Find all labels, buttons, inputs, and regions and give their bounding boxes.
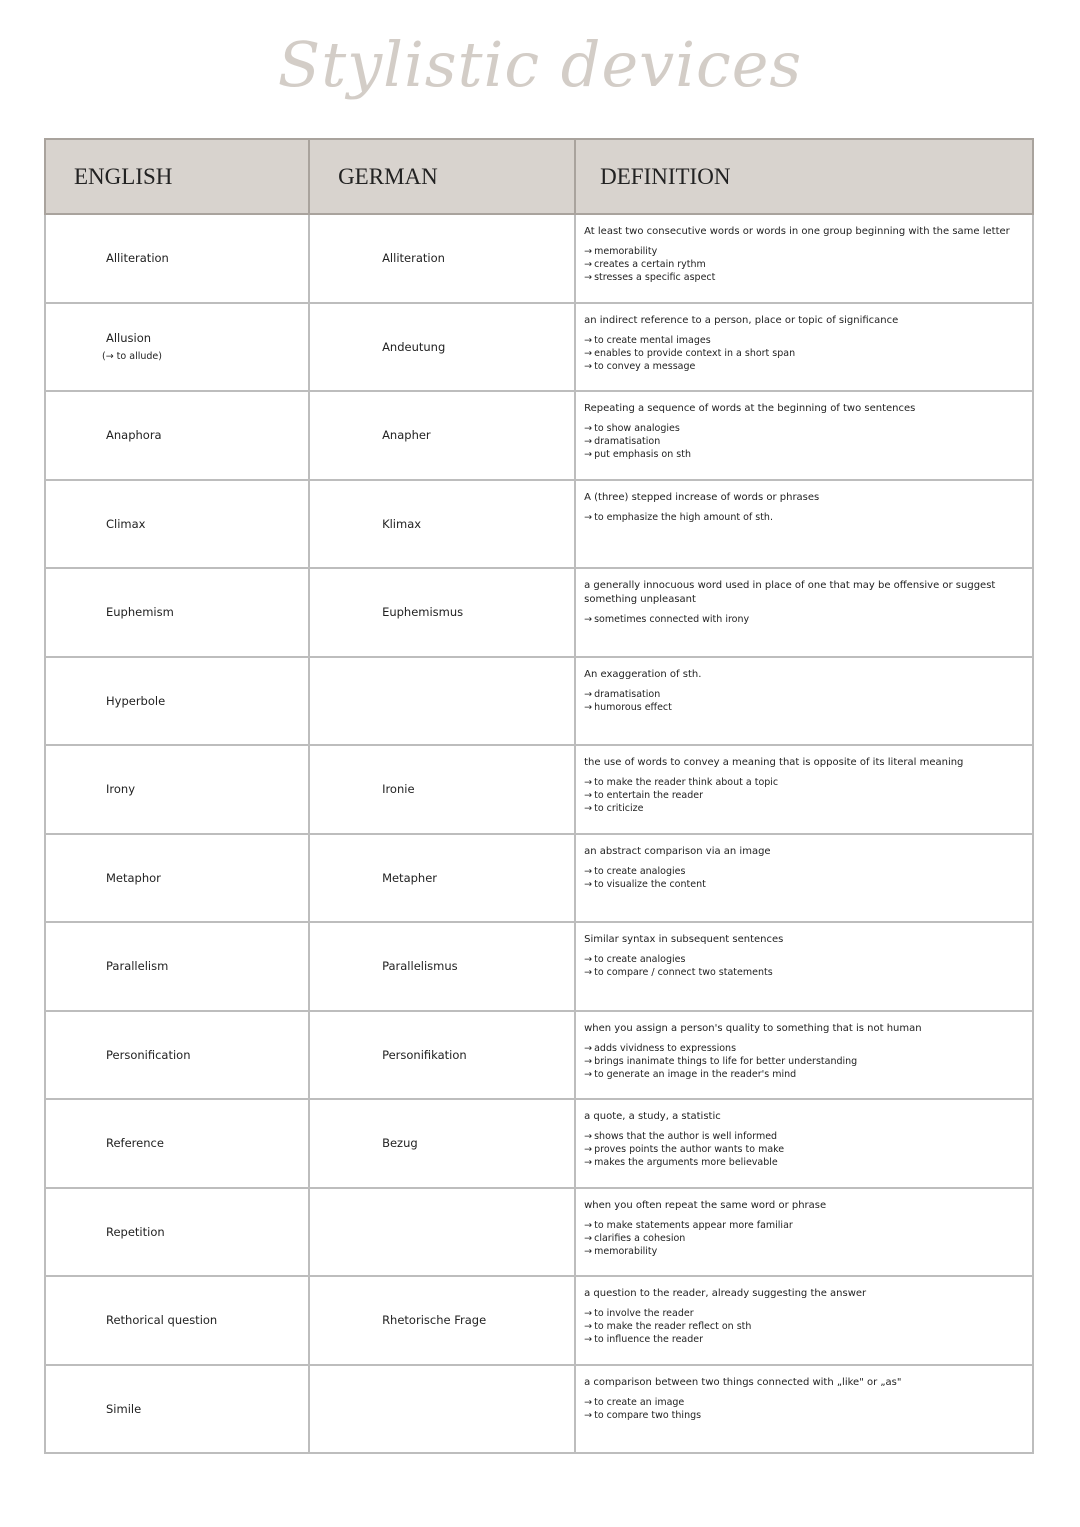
table-row xyxy=(45,568,1033,657)
german-term-cell xyxy=(309,1188,575,1277)
english-term: Allusion xyxy=(106,331,152,346)
german-term-cell xyxy=(309,834,575,923)
definition-cell xyxy=(575,1011,1033,1100)
table-row xyxy=(45,303,1033,392)
english-term-cell xyxy=(45,745,309,834)
effect-item: → to generate an image in the reader's mind xyxy=(584,1068,1026,1081)
effect-item: → enables to provide context in a short span xyxy=(584,347,1026,360)
definition-text: the use of words to convey a meaning that is opposite of its literal meaning xyxy=(584,757,964,768)
effect-item: → creates a certain rythm xyxy=(584,258,1026,271)
effects-list xyxy=(584,1219,1026,1258)
table-row xyxy=(45,1099,1033,1188)
effect-item: → put emphasis on sth xyxy=(584,448,1026,461)
table-header xyxy=(45,139,1033,214)
effect-item: → adds vividness to expressions xyxy=(584,1042,1026,1055)
definition-cell xyxy=(575,568,1033,657)
effect-item: → to make the reader think about a topic xyxy=(584,776,1026,789)
effect-item: → to show analogies xyxy=(584,422,1026,435)
effect-item: → to influence the reader xyxy=(584,1333,1026,1346)
definition-text: At least two consecutive words or words in one group beginning with the same letter xyxy=(584,226,1010,237)
header-english: ENGLISH xyxy=(45,139,309,214)
german-term-cell xyxy=(309,303,575,392)
german-term-cell xyxy=(309,480,575,569)
effect-item: → proves points the author wants to make xyxy=(584,1143,1026,1156)
table-row xyxy=(45,1188,1033,1277)
english-term: Anaphora xyxy=(106,428,162,443)
table-row xyxy=(45,922,1033,1011)
header-german: GERMAN xyxy=(309,139,575,214)
page-title: Stylistic devices xyxy=(277,28,803,101)
definition-text: An exaggeration of sth. xyxy=(584,668,702,680)
table-row xyxy=(45,480,1033,569)
table-row xyxy=(45,1276,1033,1365)
definition-text: when you often repeat the same word or phrase xyxy=(584,1199,827,1211)
german-term-cell xyxy=(309,1365,575,1454)
effect-item: → dramatisation xyxy=(584,688,1026,701)
german-term-cell xyxy=(309,745,575,834)
effect-item: → to compare two things xyxy=(584,1409,1026,1422)
english-term-cell xyxy=(45,391,309,480)
german-term: Personifikation xyxy=(382,1047,467,1062)
definition-text: an abstract comparison via an image xyxy=(584,845,771,857)
definition-cell xyxy=(575,657,1033,746)
german-term: Bezug xyxy=(382,1136,418,1151)
english-term: Rethorical question xyxy=(106,1313,218,1328)
effect-item: → to create an image xyxy=(584,1396,1026,1409)
effect-item: → to involve the reader xyxy=(584,1307,1026,1320)
german-term: Alliteration xyxy=(382,251,445,266)
definition-text: A (three) stepped increase of words or phrases xyxy=(584,491,820,503)
table-row xyxy=(45,1011,1033,1100)
definition-cell xyxy=(575,1276,1033,1365)
english-term: Alliteration xyxy=(106,251,169,266)
effect-item: → stresses a specific aspect xyxy=(584,271,1026,284)
english-term-cell xyxy=(45,1188,309,1277)
english-term: Repetition xyxy=(106,1224,165,1239)
german-term: Ironie xyxy=(382,782,415,797)
german-term-cell xyxy=(309,214,575,303)
english-term-cell xyxy=(45,568,309,657)
effect-item: → to entertain the reader xyxy=(584,789,1026,802)
german-term: Euphemismus xyxy=(382,605,464,620)
german-term: Metapher xyxy=(382,870,438,885)
german-term: Andeutung xyxy=(382,339,446,354)
table-row xyxy=(45,391,1033,480)
definition-cell xyxy=(575,480,1033,569)
effects-list xyxy=(584,1042,1026,1081)
german-term-cell xyxy=(309,657,575,746)
effects-list xyxy=(584,865,1026,891)
effects-list xyxy=(584,422,1026,461)
english-term-cell xyxy=(45,922,309,1011)
english-term-note: (→ to allude) xyxy=(102,351,162,363)
german-term: Rhetorische Frage xyxy=(382,1313,487,1328)
english-term-cell xyxy=(45,214,309,303)
effect-item: → to create analogies xyxy=(584,953,1026,966)
header-definition: DEFINITION xyxy=(575,139,1033,214)
effects-list xyxy=(584,1396,1026,1422)
table-row xyxy=(45,1365,1033,1454)
english-term: Simile xyxy=(106,1401,142,1416)
german-term-cell xyxy=(309,922,575,1011)
effect-item: → memorability xyxy=(584,1245,1026,1258)
effect-item: → brings inanimate things to life for better understanding xyxy=(584,1055,1026,1068)
effect-item: → makes the arguments more believable xyxy=(584,1156,1026,1169)
definition-cell xyxy=(575,1365,1033,1454)
english-term-cell xyxy=(45,480,309,569)
german-term: Klimax xyxy=(382,516,422,531)
effect-item: → clarifies a cohesion xyxy=(584,1232,1026,1245)
definition-cell xyxy=(575,303,1033,392)
table-row xyxy=(45,834,1033,923)
german-term-cell xyxy=(309,1276,575,1365)
definition-cell xyxy=(575,214,1033,303)
definition-text: a comparison between two things connected with „like" or „as" xyxy=(584,1376,902,1388)
definition-text: an indirect reference to a person, place or topic of significance xyxy=(584,314,899,326)
effect-item: → sometimes connected with irony xyxy=(584,613,1026,626)
english-term: Irony xyxy=(106,782,135,797)
english-term: Metaphor xyxy=(106,870,161,885)
effects-list xyxy=(584,245,1026,284)
german-term-cell xyxy=(309,391,575,480)
effects-list xyxy=(584,511,1026,524)
effect-item: → to make the reader reflect on sth xyxy=(584,1320,1026,1333)
english-term: Parallelism xyxy=(106,959,169,974)
definition-cell xyxy=(575,834,1033,923)
effect-item: → to create mental images xyxy=(584,334,1026,347)
definition-cell xyxy=(575,391,1033,480)
effect-item: → to compare / connect two statements xyxy=(584,966,1026,979)
definition-text: Similar syntax in subsequent sentences xyxy=(584,934,784,945)
effects-list xyxy=(584,334,1026,373)
effect-item: → to visualize the content xyxy=(584,878,1026,891)
table-row xyxy=(45,657,1033,746)
effects-list xyxy=(584,776,1026,815)
definition-cell xyxy=(575,1099,1033,1188)
definition-text: a generally innocuous word used in place of one that may be offensive or suggest something unpleasant xyxy=(584,580,996,605)
definition-cell xyxy=(575,745,1033,834)
effect-item: → humorous effect xyxy=(584,701,1026,714)
german-term-cell xyxy=(309,1099,575,1188)
german-term-cell xyxy=(309,1011,575,1100)
effect-item: → dramatisation xyxy=(584,435,1026,448)
table-row xyxy=(45,745,1033,834)
definition-text: Repeating a sequence of words at the beginning of two sentences xyxy=(584,403,916,414)
effect-item: → to criticize xyxy=(584,802,1026,815)
table-body xyxy=(45,214,1033,1453)
effect-item: → to emphasize the high amount of sth. xyxy=(584,511,1026,524)
english-term-cell xyxy=(45,303,309,392)
english-term-cell xyxy=(45,834,309,923)
effects-list xyxy=(584,953,1026,979)
effects-list xyxy=(584,1130,1026,1169)
effects-list xyxy=(584,613,1026,626)
english-term-cell xyxy=(45,1276,309,1365)
definition-text: when you assign a person's quality to something that is not human xyxy=(584,1022,922,1034)
effects-list xyxy=(584,688,1026,714)
english-term: Reference xyxy=(106,1136,164,1151)
definition-cell xyxy=(575,1188,1033,1277)
table-row xyxy=(45,214,1033,303)
effect-item: → to make statements appear more familiar xyxy=(584,1219,1026,1232)
effect-item: → shows that the author is well informed xyxy=(584,1130,1026,1143)
effect-item: → to create analogies xyxy=(584,865,1026,878)
english-term: Hyperbole xyxy=(106,693,166,708)
effect-item: → memorability xyxy=(584,245,1026,258)
german-term: Parallelismus xyxy=(382,959,458,974)
german-term-cell xyxy=(309,568,575,657)
english-term: Climax xyxy=(106,516,146,531)
english-term-cell xyxy=(45,1365,309,1454)
german-term: Anapher xyxy=(382,428,431,443)
english-term-cell xyxy=(45,1011,309,1100)
english-term-cell xyxy=(45,1099,309,1188)
definition-text: a question to the reader, already suggesting the answer xyxy=(584,1288,867,1299)
english-term-cell xyxy=(45,657,309,746)
effect-item: → to convey a message xyxy=(584,360,1026,373)
definition-text: a quote, a study, a statistic xyxy=(584,1111,721,1122)
english-term: Personification xyxy=(106,1047,191,1062)
stylistic-devices-table xyxy=(44,138,1034,1454)
english-term: Euphemism xyxy=(106,605,174,620)
effects-list xyxy=(584,1307,1026,1346)
definition-cell xyxy=(575,922,1033,1011)
